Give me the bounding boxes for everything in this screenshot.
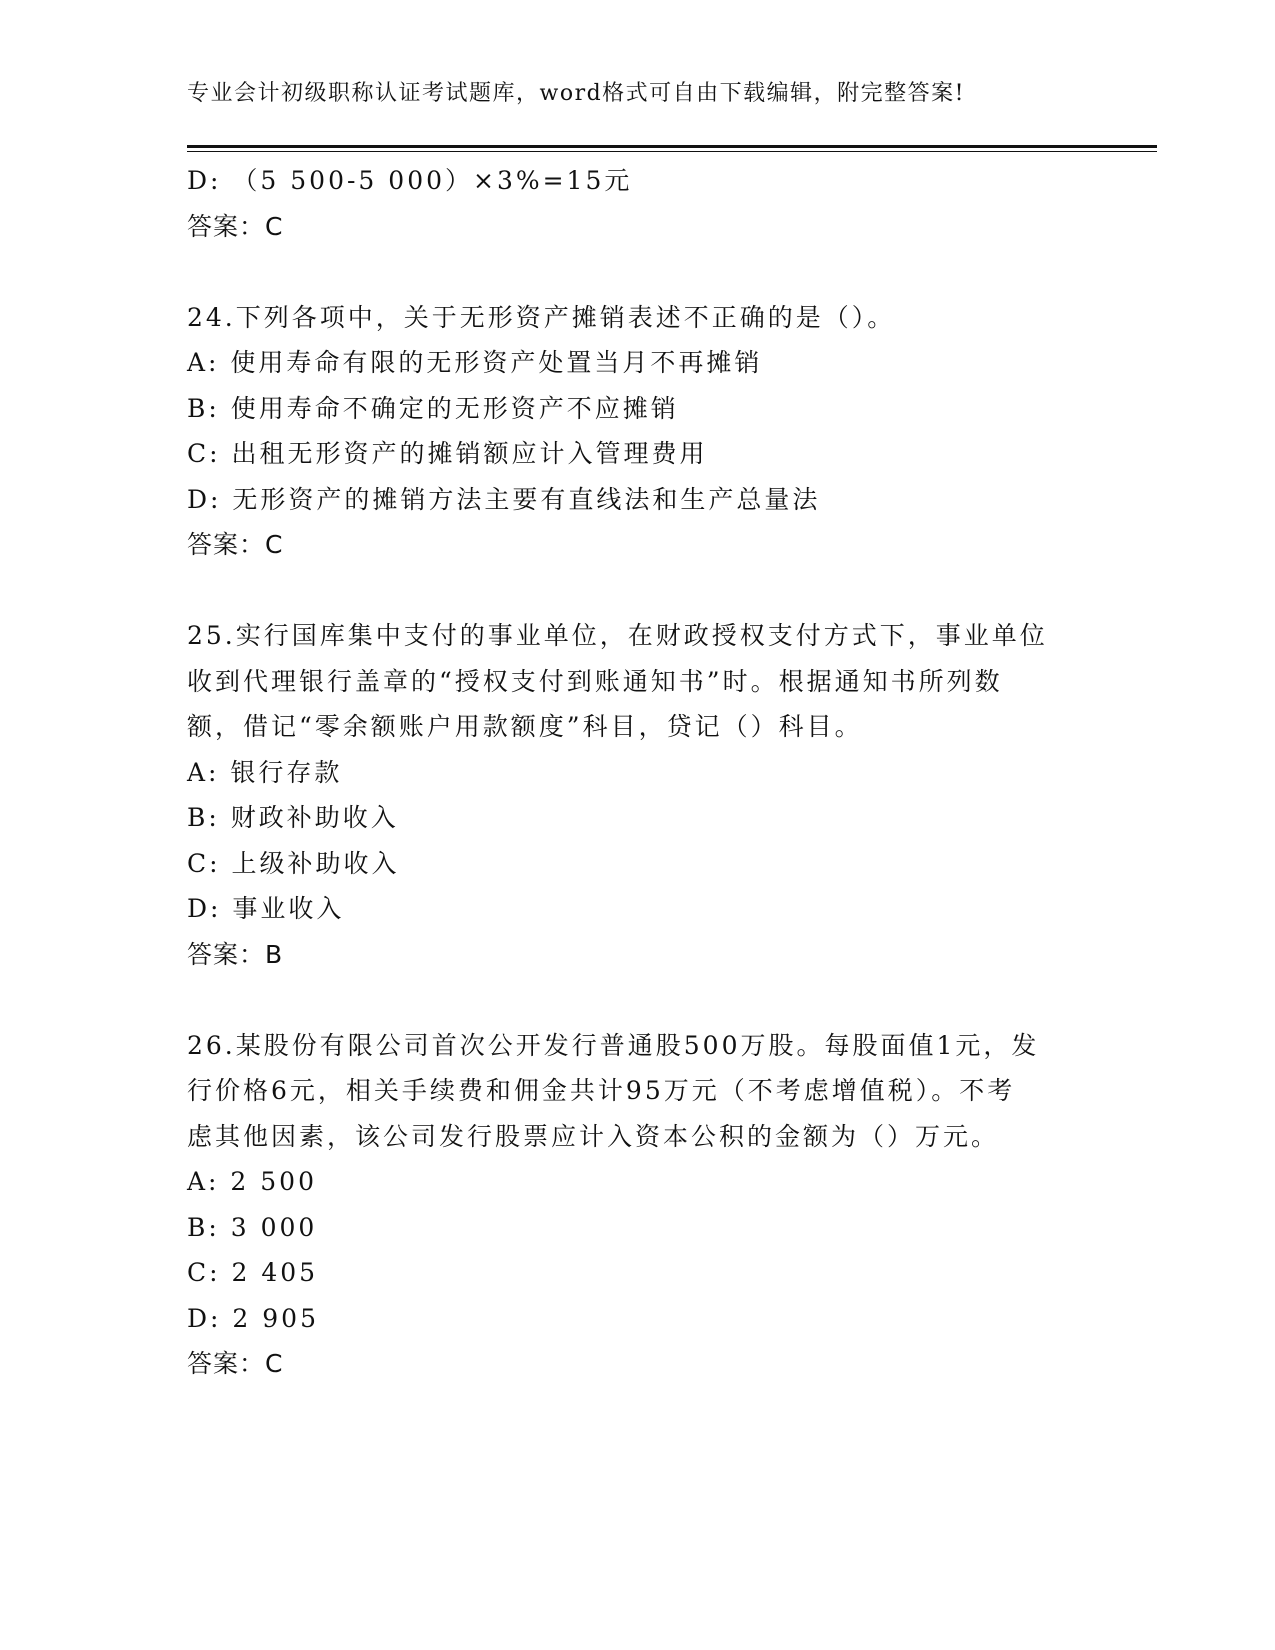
question-26-stem-line-1: 26.某股份有限公司首次公开发行普通股500万股。每股面值1元，发 bbox=[187, 1030, 1040, 1060]
spacer bbox=[187, 568, 1087, 614]
question-24-option-c: C: 出租无形资产的摊销额应计入管理费用 bbox=[187, 439, 708, 468]
question-25-option-b: B: 财政补助收入 bbox=[187, 803, 399, 832]
question-26 bbox=[187, 1023, 1087, 1387]
question-26-option-d: D: 2 905 bbox=[187, 1303, 319, 1333]
question-25-option-c: C: 上级补助收入 bbox=[187, 848, 400, 878]
spacer bbox=[187, 977, 1087, 1023]
question-24-stem: 24.下列各项中，关于无形资产摊销表述不正确的是（）。 bbox=[187, 302, 896, 332]
question-24-option-d: D: 无形资产的摊销方法主要有直线法和生产总量法 bbox=[187, 484, 821, 514]
question-26-option-b: B: 3 000 bbox=[187, 1212, 318, 1242]
question-26-stem-line-3: 虑其他因素，该公司发行股票应计入资本公积的金额为（）万元。 bbox=[187, 1121, 1000, 1151]
question-26-option-a: A: 2 500 bbox=[187, 1167, 317, 1196]
prev-answer: 答案：C bbox=[187, 211, 284, 241]
header-rule-thick bbox=[187, 145, 1157, 148]
question-25-stem-line-3: 额，借记“零余额账户用款额度”科目，贷记（）科目。 bbox=[187, 712, 863, 741]
question-25-option-a: A: 银行存款 bbox=[187, 757, 343, 787]
question-26-stem-line-2: 行价格6元，相关手续费和佣金共计95万元（不考虑增值税）。不考 bbox=[187, 1076, 1016, 1105]
question-25-answer: 答案：B bbox=[187, 939, 284, 969]
question-25-option-d: D: 事业收入 bbox=[187, 894, 345, 923]
question-26-answer: 答案：C bbox=[187, 1349, 284, 1378]
question-25-stem-line-2: 收到代理银行盖章的“授权支付到账通知书”时。根据通知书所列数 bbox=[187, 666, 1003, 696]
question-24-option-b: B: 使用寿命不确定的无形资产不应摊销 bbox=[187, 393, 679, 423]
question-content bbox=[187, 158, 1087, 1387]
question-24-answer: 答案：C bbox=[187, 530, 284, 559]
question-26-option-c: C: 2 405 bbox=[187, 1258, 319, 1287]
question-24 bbox=[187, 295, 1087, 568]
question-25-stem-line-1: 25.实行国库集中支付的事业单位，在财政授权支付方式下，事业单位 bbox=[187, 621, 1048, 650]
question-25 bbox=[187, 613, 1087, 977]
header-rule-thin bbox=[187, 151, 1157, 152]
spacer bbox=[187, 249, 1087, 295]
page-header: 专业会计初级职称认证考试题库，word格式可自由下载编辑，附完整答案! bbox=[187, 81, 966, 106]
prev-option-d: D: （5 500-5 000）×3%=15元 bbox=[187, 166, 633, 195]
question-24-option-a: A: 使用寿命有限的无形资产处置当月不再摊销 bbox=[187, 348, 763, 377]
